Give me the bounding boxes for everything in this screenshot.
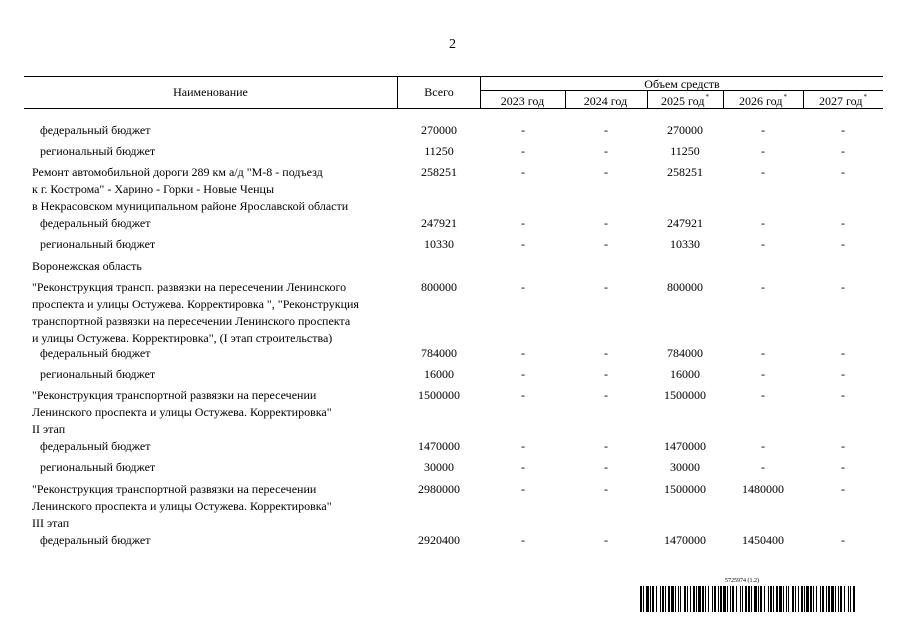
- barcode-image: [640, 586, 856, 612]
- barcode-bar: [652, 586, 654, 612]
- year-label: 2025 год: [661, 94, 705, 108]
- row-name: федеральный бюджет: [40, 216, 151, 230]
- row-2025: 258251: [667, 165, 703, 179]
- year-footnote-mark: *: [783, 93, 787, 101]
- barcode-bar: [848, 586, 849, 612]
- row-name: "Реконструкция транспортной развязки на пересечении Ленинского проспекта и улицы Остужева. Корректировка" III этап: [32, 482, 332, 530]
- barcode-bar: [696, 586, 697, 612]
- row-2026: -: [761, 460, 765, 474]
- row-name: "Реконструкция транспортной развязки на пересечении Ленинского проспекта и улицы Остужева. Корректировка" II этап: [32, 388, 332, 436]
- barcode-bar: [650, 586, 651, 612]
- row-2027: -: [841, 144, 845, 158]
- header-year-2027: [803, 93, 883, 109]
- row-2023: -: [521, 439, 525, 453]
- row-2026: 1450400: [742, 533, 784, 547]
- barcode-bar: [783, 586, 784, 612]
- barcode-bar: [838, 586, 839, 612]
- barcode-bar: [698, 586, 701, 612]
- barcode-bar: [660, 586, 661, 612]
- barcode-bar: [751, 586, 752, 612]
- row-2023: -: [521, 123, 525, 137]
- barcode-bar: [718, 586, 719, 612]
- row-name: Ремонт автомобильной дороги 289 км а/д "М-8 - подъезд к г. Кострома" - Харино - Горки - Новые Ченцы в Некрасовском муниципальном районе Ярославской области: [32, 165, 349, 213]
- row-2026: -: [761, 367, 765, 381]
- barcode-bar: [828, 586, 830, 612]
- barcode-bar: [680, 586, 681, 612]
- barcode-bar: [788, 586, 789, 612]
- barcode-bar: [705, 586, 706, 612]
- row-2023: -: [521, 216, 525, 230]
- row-2024: -: [604, 280, 608, 294]
- row-name: "Реконструкция трансп. развязки на пересечении Ленинского проспекта и улицы Остужева. Корректировка ", "Реконструкция транспортной развязки на пересечении Ленинского проспекта и улицы Остужева. Корректировка", (I этап строительства): [32, 280, 359, 345]
- barcode-bar: [708, 586, 709, 612]
- row-2027: -: [841, 482, 845, 496]
- row-2023: -: [521, 482, 525, 496]
- row-2026: -: [761, 280, 765, 294]
- row-2023: -: [521, 144, 525, 158]
- year-footnote-mark: *: [705, 93, 709, 101]
- row-2024: -: [604, 533, 608, 547]
- year-label: 2026 год: [739, 94, 783, 108]
- barcode-bar: [656, 586, 657, 612]
- row-2025: 1470000: [664, 533, 706, 547]
- row-2026: 1480000: [742, 482, 784, 496]
- barcode-bar: [758, 586, 759, 612]
- row-2024: -: [604, 482, 608, 496]
- row-2025: 1500000: [664, 388, 706, 402]
- barcode-bar: [702, 586, 704, 612]
- barcode-bar: [768, 586, 769, 612]
- header-year-2023: [481, 93, 565, 109]
- page-number: 2: [449, 37, 456, 52]
- row-2027: -: [841, 533, 845, 547]
- row-total: 800000: [421, 280, 457, 294]
- row-2023: -: [521, 388, 525, 402]
- barcode-bar: [810, 586, 812, 612]
- row-2023: -: [521, 460, 525, 474]
- year-label: 2027 год: [819, 94, 863, 108]
- row-name: федеральный бюджет: [40, 439, 151, 453]
- row-name: федеральный бюджет: [40, 346, 151, 360]
- barcode-bar: [665, 586, 666, 612]
- barcode-number: 5725974 (1.2): [725, 578, 759, 584]
- header-total: Всего: [424, 85, 454, 99]
- row-2023: -: [521, 280, 525, 294]
- row-total: 16000: [424, 367, 454, 381]
- year-label: 2024 год: [583, 94, 628, 108]
- row-total: 1500000: [418, 388, 460, 402]
- row-name: федеральный бюджет: [40, 123, 151, 137]
- row-2026: -: [761, 123, 765, 137]
- barcode-bar: [714, 586, 716, 612]
- row-2025: 247921: [667, 216, 703, 230]
- header-year-2025: [647, 93, 723, 109]
- barcode-bar: [776, 586, 778, 612]
- row-2023: -: [521, 346, 525, 360]
- row-name: региональный бюджет: [40, 367, 156, 381]
- row-total: 30000: [424, 460, 454, 474]
- barcode-bar: [675, 586, 676, 612]
- row-2026: -: [761, 165, 765, 179]
- barcode-bar: [693, 586, 695, 612]
- header-year-2024: [565, 93, 647, 109]
- barcode-bar: [764, 586, 765, 612]
- barcode-bar: [678, 586, 679, 612]
- row-2027: -: [841, 460, 845, 474]
- barcode-bar: [806, 586, 809, 612]
- barcode-bar: [798, 586, 799, 612]
- row-2027: -: [841, 367, 845, 381]
- barcode-bar: [822, 586, 824, 612]
- barcode-bar: [835, 586, 836, 612]
- barcode-bar: [723, 586, 726, 612]
- row-2024: -: [604, 346, 608, 360]
- barcode-bar: [779, 586, 782, 612]
- barcode-bar: [760, 586, 762, 612]
- barcode-bar: [736, 586, 737, 612]
- row-2025: 10330: [670, 237, 700, 251]
- barcode-bar: [748, 586, 750, 612]
- row-2024: -: [604, 439, 608, 453]
- barcode-bar: [850, 586, 851, 612]
- row-2027: -: [841, 388, 845, 402]
- barcode-bar: [730, 586, 731, 612]
- row-2024: -: [604, 367, 608, 381]
- row-2026: -: [761, 388, 765, 402]
- row-total: 270000: [421, 123, 457, 137]
- barcode-bar: [662, 586, 664, 612]
- row-2027: -: [841, 237, 845, 251]
- row-2026: -: [761, 439, 765, 453]
- barcode-bar: [820, 586, 821, 612]
- row-2024: -: [604, 460, 608, 474]
- row-2023: -: [521, 367, 525, 381]
- row-2025: 16000: [670, 367, 700, 381]
- row-2026: -: [761, 346, 765, 360]
- row-2025: 270000: [667, 123, 703, 137]
- row-2027: -: [841, 346, 845, 360]
- barcode-bar: [668, 586, 670, 612]
- barcode-bar: [770, 586, 772, 612]
- barcode-bar: [853, 586, 855, 612]
- year-footnote-mark: *: [863, 93, 867, 101]
- row-2023: -: [521, 237, 525, 251]
- row-2023: -: [521, 533, 525, 547]
- header-name: Наименование: [173, 85, 248, 99]
- row-2024: -: [604, 144, 608, 158]
- row-name: региональный бюджет: [40, 237, 156, 251]
- row-name: Воронежская область: [32, 259, 142, 273]
- row-2027: -: [841, 439, 845, 453]
- header-year-2026: [723, 93, 803, 109]
- row-2025: 1500000: [664, 482, 706, 496]
- row-2026: -: [761, 144, 765, 158]
- row-2027: -: [841, 165, 845, 179]
- barcode-bar: [745, 586, 747, 612]
- row-2024: -: [604, 216, 608, 230]
- row-total: 10330: [424, 237, 454, 251]
- barcode-bar: [720, 586, 722, 612]
- row-total: 247921: [421, 216, 457, 230]
- row-name: региональный бюджет: [40, 144, 156, 158]
- row-total: 784000: [421, 346, 457, 360]
- row-2025: 11250: [670, 144, 700, 158]
- row-2027: -: [841, 280, 845, 294]
- row-2026: -: [761, 237, 765, 251]
- barcode-bar: [740, 586, 741, 612]
- barcode-bar: [754, 586, 757, 612]
- header-funds: Объем средств: [644, 77, 720, 91]
- barcode-bar: [773, 586, 774, 612]
- year-label: 2023 год: [500, 94, 545, 108]
- barcode-bar: [801, 586, 803, 612]
- barcode-bar: [792, 586, 794, 612]
- row-2024: -: [604, 237, 608, 251]
- barcode-bar: [826, 586, 827, 612]
- row-2024: -: [604, 123, 608, 137]
- row-2023: -: [521, 165, 525, 179]
- barcode-bar: [712, 586, 713, 612]
- row-total: 1470000: [418, 439, 460, 453]
- row-total: 2980000: [418, 482, 460, 496]
- row-2024: -: [604, 388, 608, 402]
- row-2026: -: [761, 216, 765, 230]
- barcode-bar: [732, 586, 734, 612]
- row-name: федеральный бюджет: [40, 533, 151, 547]
- row-2025: 784000: [667, 346, 703, 360]
- barcode-bar: [640, 586, 642, 612]
- barcode-bar: [742, 586, 743, 612]
- row-total: 258251: [421, 165, 457, 179]
- barcode-bar: [786, 586, 787, 612]
- barcode-bar: [831, 586, 834, 612]
- barcode-bar: [684, 586, 686, 612]
- row-total: 2920400: [418, 533, 460, 547]
- row-total: 11250: [424, 144, 454, 158]
- row-2024: -: [604, 165, 608, 179]
- row-2025: 800000: [667, 280, 703, 294]
- barcode-bar: [840, 586, 842, 612]
- row-2025: 1470000: [664, 439, 706, 453]
- barcode-bar: [844, 586, 845, 612]
- barcode-bar: [813, 586, 814, 612]
- row-name: региональный бюджет: [40, 460, 156, 474]
- barcode-bar: [671, 586, 674, 612]
- row-2027: -: [841, 216, 845, 230]
- row-2027: -: [841, 123, 845, 137]
- barcode-bar: [687, 586, 688, 612]
- barcode-bar: [646, 586, 649, 612]
- barcode-bar: [804, 586, 805, 612]
- barcode-bar: [816, 586, 817, 612]
- barcode-bar: [690, 586, 691, 612]
- barcode-bar: [643, 586, 644, 612]
- barcode-bar: [727, 586, 728, 612]
- barcode-bar: [795, 586, 796, 612]
- row-2025: 30000: [670, 460, 700, 474]
